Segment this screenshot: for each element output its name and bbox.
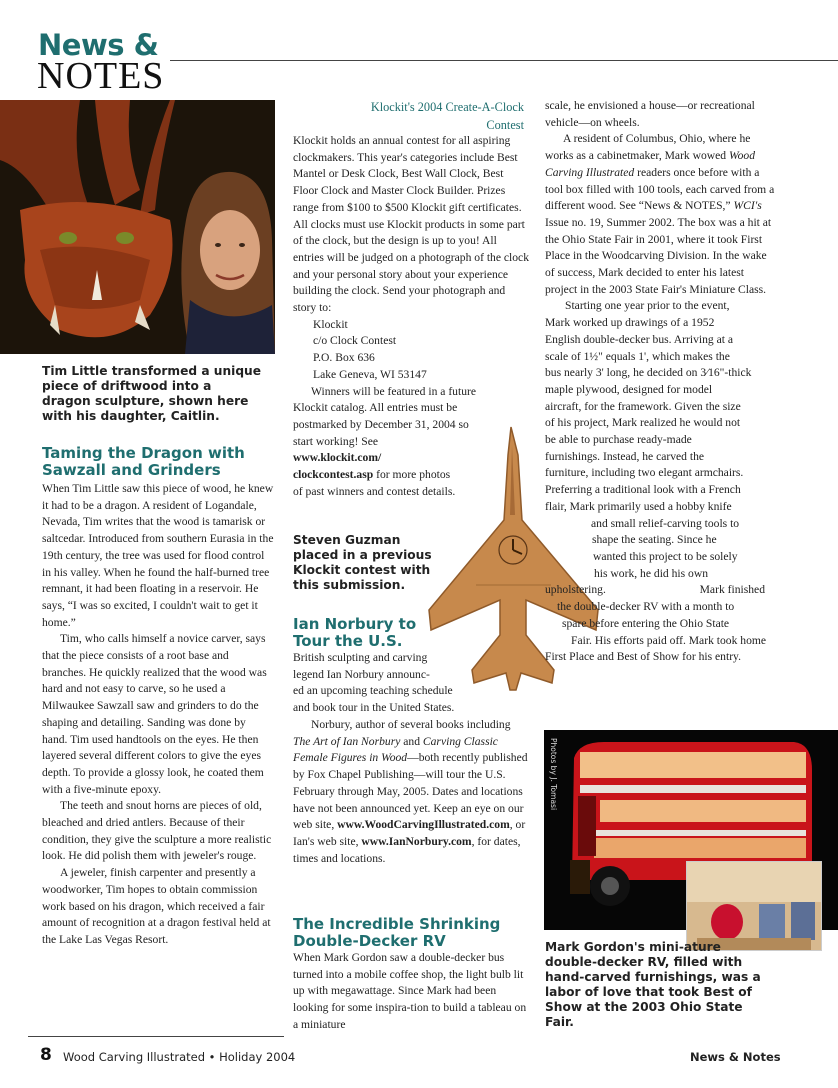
klockit-line: start working! See: [293, 434, 379, 448]
klockit-address-line: P.O. Box 636: [313, 351, 375, 365]
bus-line: flair, Mark primarily used a hobby knife: [545, 499, 732, 513]
norbury-book-title: Carving Classic Female Figures in Wood: [293, 734, 498, 765]
norbury-text: Norbury, author of several books including: [311, 718, 511, 731]
klockit-line: Winners will be featured in a future: [311, 384, 477, 398]
klockit-address-line: c/o Clock Contest: [313, 334, 397, 348]
bus-line: wanted this project to be solely: [593, 549, 738, 563]
page-number: 8: [40, 1045, 52, 1065]
bus-line: aircraft, for the framework. Given the size: [545, 399, 741, 413]
bus-line: Mark worked up drawings of a 1952: [545, 316, 715, 330]
bus-text: readers once before with a tool box filled with 100 tools, each carved from a different wood. See “News & NOTES,”: [545, 165, 775, 213]
bus-line: furnishings. Instead, he carved the: [545, 449, 705, 463]
bus-line: English double-decker bus. Arriving at a: [545, 332, 734, 346]
klockit-kicker: Klockit's 2004 Create-A-Clock Contest: [370, 100, 524, 132]
bus-line: First Place and Best of Show for his entry.: [545, 650, 741, 664]
bus-line: Fair. His efforts paid off. Mark took home: [571, 633, 767, 647]
bus-intro: [293, 950, 529, 1034]
klockit-url-link[interactable]: www.klockit.com/: [293, 451, 382, 465]
bus-heading: The Incredible Shrinking Double-Decker RV: [293, 915, 501, 950]
klockit-line: for more photos: [373, 468, 451, 482]
dragon-article: [42, 481, 274, 949]
norbury-heading: Ian Norbury to Tour the U.S.: [293, 615, 417, 650]
wci-site-link[interactable]: www.WoodCarvingIllustrated.com: [337, 818, 510, 832]
norbury-text: and: [400, 734, 423, 748]
klockit-address-line: Lake Geneva, WI 53147: [313, 367, 427, 381]
bus-line: Preferring a traditional look with a French: [545, 483, 741, 497]
bus-line: scale of 1½" equals 1', which makes the: [545, 349, 730, 363]
norbury-line: legend Ian Norbury announc-: [293, 667, 430, 681]
bus-wci: WCI's: [733, 199, 762, 213]
norbury-line: and book tour in the United States.: [293, 701, 455, 715]
footer-rule: [28, 1036, 284, 1037]
bus-line: bus nearly 3' long, he decided on 3⁄16"-thick: [545, 366, 752, 380]
bus-caption: Mark Gordon's mini-ature double-decker RV, filled with hand-carved furnishings, was a labor of love that took Best of Show at the 2003 Ohio State Fair.: [545, 940, 761, 1029]
header-rule: [170, 60, 838, 61]
klockit-address-line: Klockit: [313, 317, 348, 331]
norbury-text: , or Ian's web site,: [293, 818, 526, 848]
bus-magazine-title: Wood Carving Illustrated: [545, 149, 755, 179]
norbury-text: —both recently published by Fox Chapel Publishing—will tour the U.S. February through May, 2005. Dates and locations have not been announced yet. Keep an eye on our web site,: [293, 751, 528, 832]
dragon-paragraph: The teeth and snout horns are pieces of old, bleached and dried antlers. Because of their condition, they give the sculpture a more realistic look. He did polish them with jeweler's rouge.: [42, 799, 272, 863]
klockit-url-link[interactable]: clockcontest.asp: [293, 468, 374, 482]
bus-text: Issue no. 19, Summer 2002. The box was a hit at the Ohio State Fair in 2001, where it took First Place in the Woodcarving Division. In the wake of success, Mark decided to enter his latest project in the 2003 State Fair's Miniature Class.: [545, 215, 772, 296]
bus-line: Mark finished: [699, 583, 765, 597]
bus-line: spare before entering the Ohio State: [562, 616, 730, 630]
klockit-line: of past winners and contest details.: [293, 484, 456, 498]
section-name: News & Notes: [690, 1050, 781, 1064]
bus-line: shape the seating. Since he: [592, 533, 717, 547]
bus-photo-credit: Photos by J. Tomasi: [549, 738, 558, 811]
norbury-site-link[interactable]: www.IanNorbury.com: [361, 834, 472, 848]
klockit-caption: Steven Guzman placed in a previous Klockit contest with this submission.: [293, 533, 432, 592]
bus-paragraph: scale, he envisioned a house—or recreational vehicle—on wheels.: [545, 99, 755, 129]
norbury-book-title: The Art of Ian Norbury: [293, 734, 401, 748]
bus-paragraph: When Mark Gordon saw a double-decker bus turned into a mobile coffee shop, the light bulb lit up with megawattage. Since Mark had been looking for some inspira-tion to build a tableau on a miniature: [293, 951, 527, 1031]
masthead-notes: NOTES: [37, 55, 165, 97]
bus-line: of his project, Mark realized he would not: [545, 416, 741, 430]
dragon-paragraph: A jeweler, finish carpenter and presently a woodworker, Tim hopes to obtain commission work based on his dragon, which received a fair amount of recognition at a dragon festival held at the Lake Las Vegas Resort.: [42, 866, 271, 946]
bus-text: A resident of Columbus, Ohio, where he works as a cabinetmaker, Mark wowed: [545, 132, 751, 163]
bus-line: furniture, including two elegant armchairs.: [545, 466, 744, 480]
publication-line: Wood Carving Illustrated • Holiday 2004: [63, 1050, 296, 1064]
bus-line: maple plywood, designed for model: [545, 382, 713, 396]
norbury-text: , for dates, times and locations.: [293, 834, 521, 865]
dragon-photo: [0, 100, 275, 354]
dragon-caption: Tim Little transformed a unique piece of driftwood into a dragon sculpture, shown here with his daughter, Caitlin.: [42, 364, 261, 423]
dragon-paragraph: When Tim Little saw this piece of wood, he knew it had to be a dragon. A resident of Logandale, Nevada, Tim writes that the wood is tamarisk or saltcedar. Introduced from southern Eurasia in the 19th century, the tree was used for flood control in his valley. When he found the half-burned tree remnant, it had been floating in a reservoir. He says, “I was so excited, I couldn't wait to get it home.”: [42, 482, 274, 629]
bus-line: be able to purchase ready-made: [545, 433, 692, 447]
bus-article: [545, 98, 777, 666]
norbury-line: British sculpting and carving: [293, 651, 428, 664]
bus-interior-inset-photo: [686, 861, 822, 951]
bus-line: the double-decker RV with a month to: [557, 600, 735, 614]
bus-line: upholstering.: [545, 583, 606, 597]
norbury-lines: [293, 650, 529, 717]
klockit-line: postmarked by December 31, 2004 so: [293, 417, 469, 431]
bus-line: and small relief-carving tools to: [591, 516, 740, 530]
masthead-news: News &: [38, 28, 159, 62]
klockit-line: Klockit catalog. All entries must be: [293, 401, 458, 415]
bus-line: his work, he did his own: [594, 566, 709, 580]
norbury-line: ed an upcoming teaching schedule: [293, 684, 453, 698]
dragon-heading: Taming the Dragon with Sawzall and Grinders: [42, 444, 245, 479]
klockit-intro: Klockit holds an annual contest for all aspiring clockmakers. This year's categories include Best Mantel or Desk Clock, Best Wall Clock, Best Floor Clock and Master Clock Builder. Prizes range from $100 to $500 Klockit gift certificates. All clocks must use Klockit products in some part of the clock, but the design is up to you! All entries will be judged on a photograph of the clock and your personal story about your experience building the clock. Send your photograph and story to:: [293, 134, 529, 315]
norbury-article: [293, 717, 529, 867]
dragon-paragraph: Tim, who calls himself a novice carver, says that the piece consists of a root base and branches. He quickly realized that the wood was hard and not easy to carve, so he used a Milwaukee Sawzall saw and grinders to do the shaping and detailing. Sanding was done by hand. Tim used handtools on the eyes. He then layered several different colors to give the eyes depth. To provide a glossy look, he coated them with a five-minute epoxy.: [42, 632, 267, 796]
bus-line: Starting one year prior to the event,: [565, 299, 730, 313]
